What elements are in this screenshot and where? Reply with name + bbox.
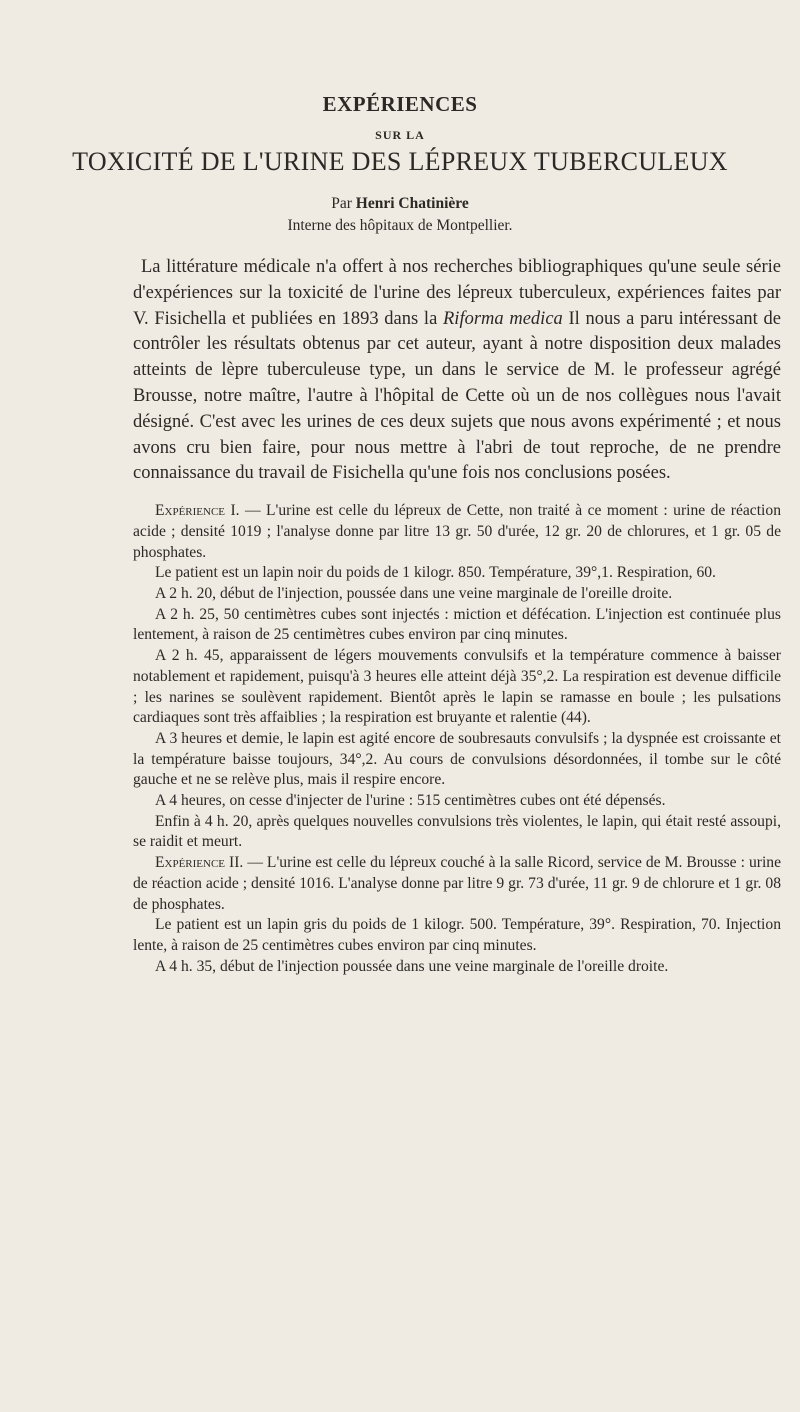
exp2-label: Expérience II.: [155, 854, 244, 872]
exp1-paragraph-7: A 4 heures, on cesse d'injecter de l'urine : 515 centimètres cubes ont été dépensés.: [155, 792, 666, 810]
exp2-paragraph-1: [133, 853, 781, 915]
exp2-paragraph-2: Le patient est un lapin gris du poids de 1 kilogr. 500. Température, 39°. Respiration, 70. Injection lente, à raison de 25 centimètres cubes environ par cinq minutes.: [133, 916, 781, 954]
author-name: Henri Chatinière: [355, 195, 469, 212]
author-line: [0, 195, 800, 213]
exp2-paragraph-3: A 4 h. 35, début de l'injection poussée dans une veine marginale de l'oreille droite.: [155, 957, 669, 975]
article-body: [133, 255, 781, 977]
intro-text-b: Il nous a paru intéressant de contrôler les résultats obtenus par cet auteur, ayant à notre disposition deux malades atteints de lèpre tuberculeuse type, un dans le service de M. le professeur agrégé Brousse, notre maître, l'autre à l'hôpital de Cette où un de nos collègues nous l'avait désigné. C'est avec les urines de ces deux sujets que nous avons expérimenté ; et nous avons cru bien faire, pour nous mettre à l'abri de tout reproche, de ne prendre connaissance du travail de Fisichella qu'une fois nos conclusions posées.: [133, 308, 781, 484]
author-prefix: Par: [331, 195, 352, 212]
title-experiences: EXPÉRIENCES: [322, 92, 478, 116]
exp2-text-1: — L'urine est celle du lépreux couché à la salle Ricord, service de M. Brousse : urine de réaction acide ; densité 1016. L'analyse donne par litre 9 gr. 73 d'urée, 11 gr. 9 de chlorure et 1 gr. 08 de phosphates.: [133, 854, 781, 913]
title-sur-la: SUR LA: [375, 128, 425, 142]
exp1-paragraph-2: Le patient est un lapin noir du poids de 1 kilogr. 850. Température, 39°,1. Respiration, 60.: [155, 564, 716, 582]
title-main: TOXICITÉ DE L'URINE DES LÉPREUX TUBERCULEUX: [72, 147, 728, 176]
exp1-label: Expérience I.: [155, 502, 240, 520]
journal-name: Riforma medica: [443, 308, 563, 329]
exp1-paragraph-8: Enfin à 4 h. 20, après quelques nouvelles convulsions très violentes, le lapin, qui était resté assoupi, se raidit et meurt.: [133, 812, 781, 851]
exp1-paragraph-1: [133, 501, 781, 563]
intro-text-a: La littérature médicale n'a offert à nos recherches bibliographiques qu'une seule série d'expériences sur la toxicité de l'urine des lépreux tuberculeux, expériences faites par V. Fisichella et publiées en 1893 dans la: [133, 257, 781, 329]
exp1-text-1: — L'urine est celle du lépreux de Cette, non traité à ce moment : urine de réaction acide ; densité 1019 ; l'analyse donne par litre 13 gr. 50 d'urée, 12 gr. 20 de chlorures, et 1 gr. 05 de phosphates.: [133, 502, 781, 561]
intro-paragraph: [133, 255, 781, 487]
exp1-paragraph-3: A 2 h. 20, début de l'injection, poussée dans une veine marginale de l'oreille droite.: [155, 584, 673, 602]
exp1-paragraph-5: A 2 h. 45, apparaissent de légers mouvements convulsifs et la température commence à baisser notablement et rapidement, puisqu'à 3 heures elle atteint déjà 35°,2. La respiration est devenue difficile ; les narines se soulèvent rapidement. Bientôt après le lapin se ramasse en boule ; les pulsations cardiaques sont très affaiblies ; la respiration est bruyante et ralentie (44).: [133, 647, 781, 727]
exp1-paragraph-4: A 2 h. 25, 50 centimètres cubes sont injectés : miction et défécation. L'injection est continuée plus lentement, à raison de 25 centimètres cubes environ par cinq minutes.: [133, 605, 781, 644]
author-role: Interne des hôpitaux de Montpellier.: [287, 217, 513, 234]
exp1-paragraph-6: A 3 heures et demie, le lapin est agité encore de soubresauts convulsifs ; la dyspnée est croissante et la température baisse toujours, 34°,2. Au cours de convulsions désordonnées, il tombe sur le côté gauche et ne se relève plus, mais il respire encore.: [133, 729, 781, 789]
